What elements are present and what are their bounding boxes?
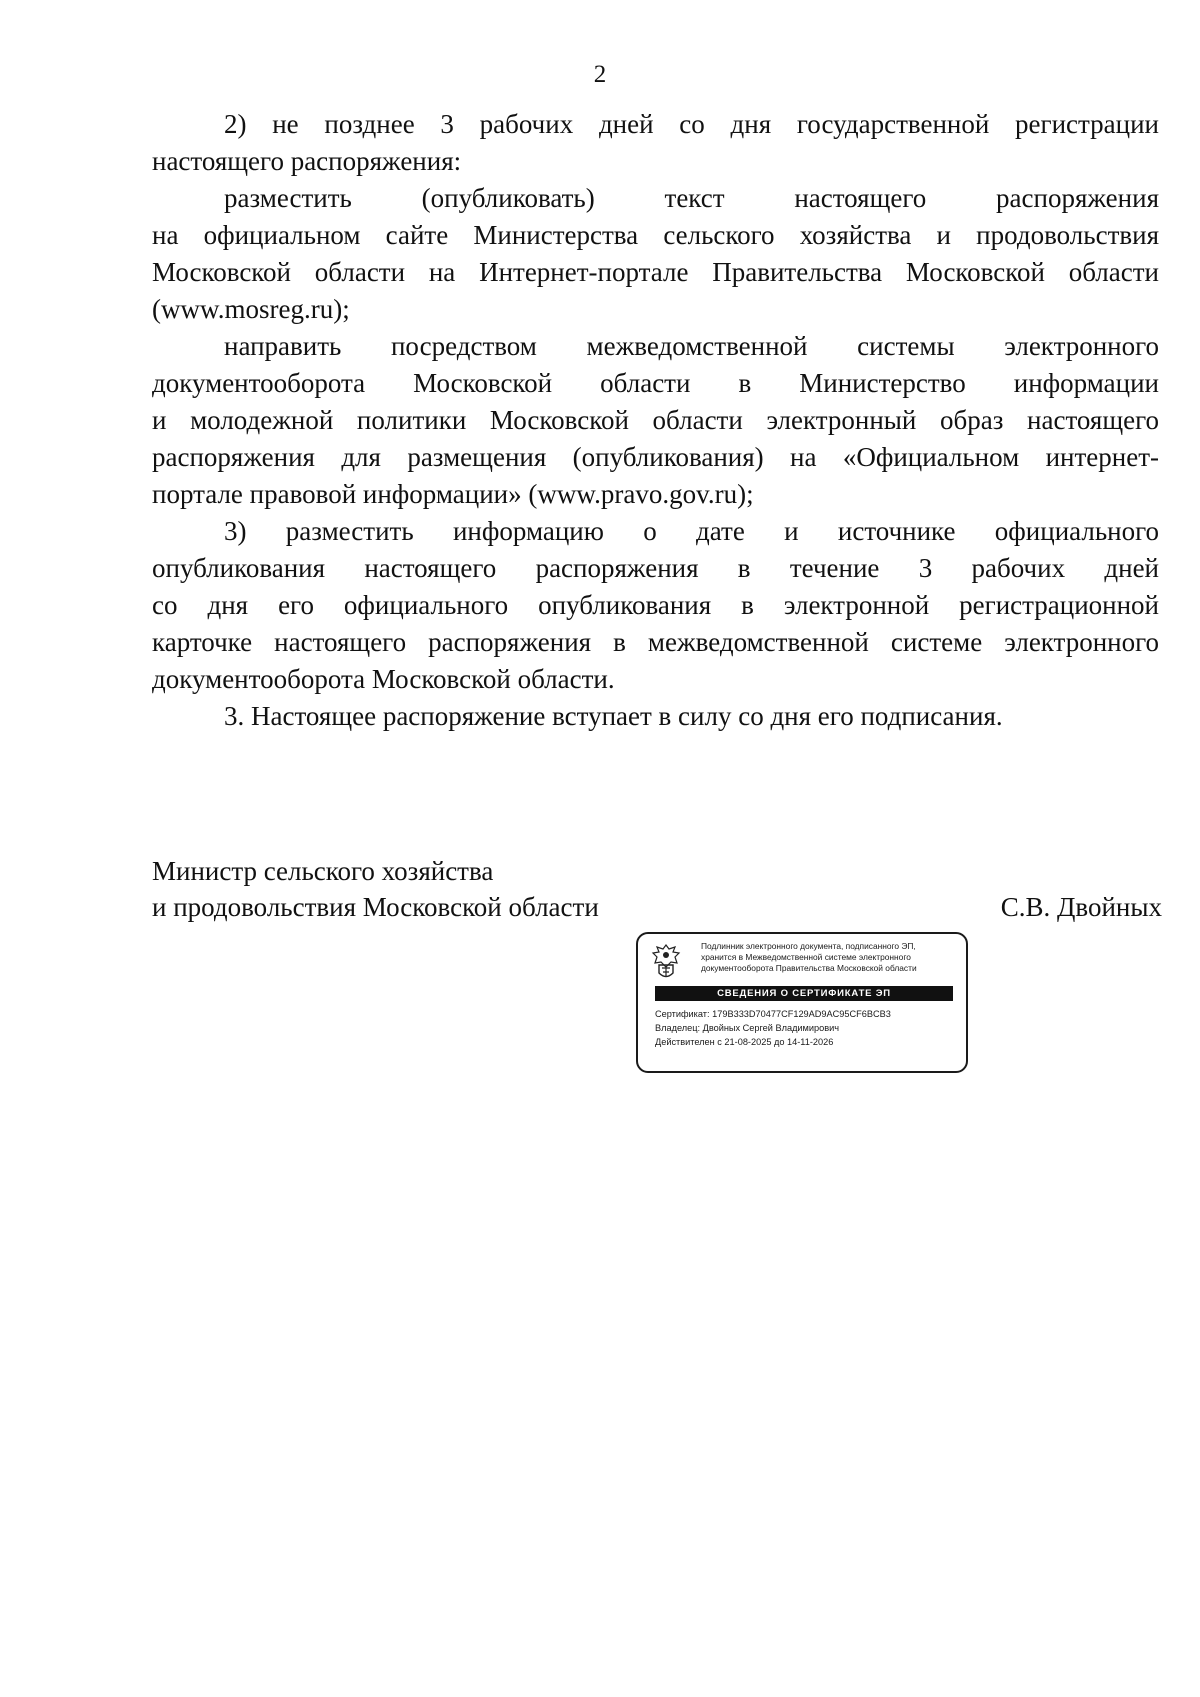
body-text-line: и молодежной политики Московской области электронный образ настоящего (152, 405, 1159, 435)
ep-notice-line2: хранится в Межведомственной системе электронного (701, 952, 911, 962)
page-number: 2 (593, 61, 607, 88)
ep-certificate-number: Сертификат: 179B333D70477CF129AD9AC95CF6BCB3 (655, 1009, 891, 1019)
body-text-line: опубликования настоящего распоряжения в течение 3 рабочих дней (152, 553, 1159, 583)
coat-of-arms-icon (651, 943, 681, 981)
signer-position-line2: и продовольствия Московской области (152, 892, 599, 922)
body-text-line: документооборота Московской области. (152, 664, 615, 694)
body-text-line: 3) разместить информацию о дате и источнике официального (224, 516, 1159, 546)
electronic-signature-stamp (636, 932, 968, 1073)
body-text-line: (www.mosreg.ru); (152, 294, 350, 324)
ep-certificate-validity: Действителен с 21-08-2025 до 14-11-2026 (655, 1037, 834, 1047)
ep-certificate-details (655, 1007, 955, 1049)
ep-notice-line3: документооборота Правительства Московской области (701, 963, 917, 973)
signature-block (152, 853, 1162, 933)
ep-certificate-owner: Владелец: Двойных Сергей Владимирович (655, 1023, 840, 1033)
order-body-text (152, 106, 1159, 735)
ep-certificate-header: СВЕДЕНИЯ О СЕРТИФИКАТЕ ЭП (655, 986, 953, 1001)
body-text-line: карточке настоящего распоряжения в межведомственной системе электронного (152, 627, 1159, 657)
signer-name: С.В. Двойных (1000, 892, 1162, 922)
body-text-line: настоящего распоряжения: (152, 146, 462, 176)
ep-storage-notice (701, 941, 961, 974)
body-text-line: документооборота Московской области в Министерство информации (152, 368, 1159, 398)
body-text-line: направить посредством межведомственной системы электронного (224, 331, 1159, 361)
body-text-line: разместить (опубликовать) текст настоящего распоряжения (224, 183, 1159, 213)
body-text-line: портале правовой информации» (www.pravo.gov.ru); (152, 479, 754, 509)
body-text-line: Московской области на Интернет-портале Правительства Московской области (152, 257, 1159, 287)
body-text-line: на официальном сайте Министерства сельского хозяйства и продовольствия (152, 220, 1159, 250)
body-text-line: со дня его официального опубликования в электронной регистрационной (152, 590, 1159, 620)
body-text-line: распоряжения для размещения (опубликования) на «Официальном интернет- (152, 442, 1159, 472)
body-text-line: 3. Настоящее распоряжение вступает в силу со дня его подписания. (224, 701, 1003, 731)
signer-position (152, 853, 599, 925)
signer-position-line1: Министр сельского хозяйства (152, 856, 494, 886)
ep-notice-line1: Подлинник электронного документа, подписанного ЭП, (701, 941, 916, 951)
body-text-line: 2) не позднее 3 рабочих дней со дня государственной регистрации (224, 109, 1159, 139)
